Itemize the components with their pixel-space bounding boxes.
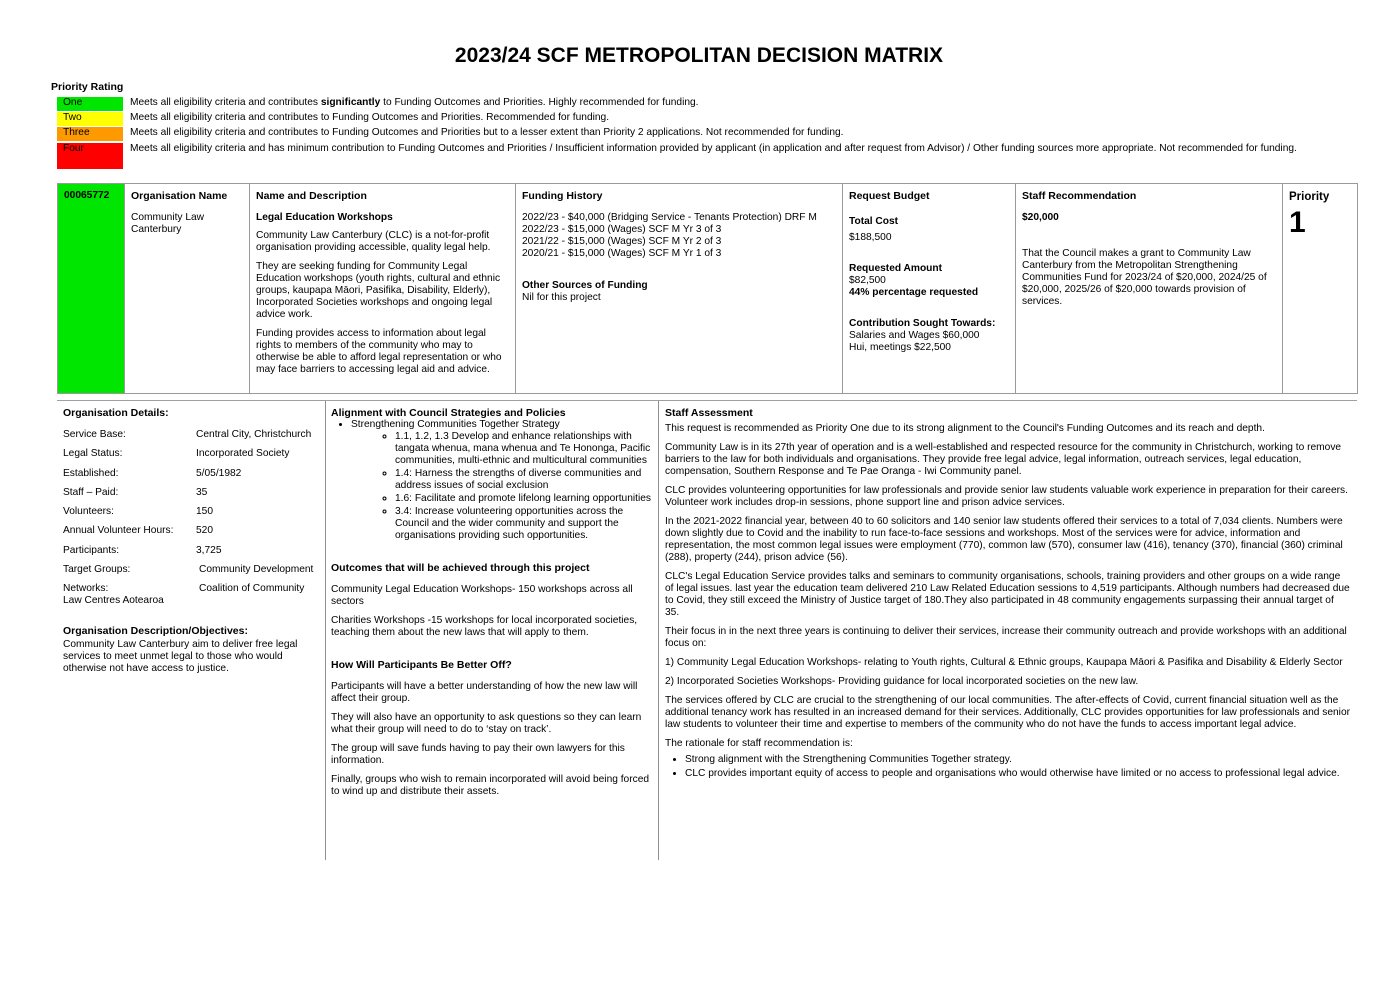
- funding-history-line: 2020/21 - $15,000 (Wages) SCF M Yr 1 of 3: [522, 248, 722, 259]
- priority-swatch-one: One: [57, 97, 123, 111]
- strategy-goal: ◦ 1.6: Facilitate and promote lifelong learning opportunities: [395, 493, 653, 505]
- strategy-item: • Strengthening Communities Together Strategy: [351, 419, 653, 431]
- requested-amount-value: $82,500: [849, 275, 886, 286]
- funding-history-line: 2021/22 - $15,000 (Wages) SCF M Yr 2 of 3: [522, 236, 722, 247]
- organisation-name-header: Organisation Name: [131, 190, 228, 202]
- funding-history-header: Funding History: [522, 190, 603, 202]
- decision-matrix-table: [57, 183, 1358, 394]
- rationale-item: • Strong alignment with the Strengthening Communities Together strategy.: [685, 754, 1350, 766]
- organisation-name-cell: [125, 184, 250, 394]
- name-description-cell: [250, 184, 516, 394]
- other-sources-header: Other Sources of Funding: [522, 280, 648, 291]
- assessment-paragraph: CLC provides volunteering opportunities for law professionals and provide senior law students valuable work experience in preparation for their careers. Volunteer work includes drop-in sessions, phone support line and prison advice services.: [665, 485, 1348, 508]
- name-description-header: Name and Description: [256, 190, 367, 202]
- assessment-paragraph: This request is recommended as Priority One due to its strong alignment to the Council's Funding Outcomes and its reach and depth.: [665, 423, 1265, 434]
- other-sources-value: Nil for this project: [522, 292, 601, 303]
- total-cost-value: $188,500: [849, 232, 892, 243]
- description-paragraph: They are seeking funding for Community Legal Education workshops (youth rights, cultural and ethnic groups, kaupapa Māori, Pasifika, Disability, Elderly), Incorporated Societies workshops and ongoing legal advice work.: [256, 261, 501, 320]
- project-title: Legal Education Workshops: [256, 212, 393, 223]
- better-off-item: Finally, groups who wish to remain incorporated will avoid being forced to wind up and distribute their assets.: [331, 774, 650, 797]
- priority-value: 1: [1289, 206, 1306, 239]
- outcome-item: Charities Workshops -15 workshops for local incorporated societies, teaching them about the new laws that will apply to them.: [331, 615, 638, 638]
- organisation-name: Community Law Canterbury: [131, 212, 205, 235]
- priority-swatch-two: Two: [57, 112, 123, 126]
- application-id: 00065772: [64, 190, 110, 201]
- description-paragraph: Funding provides access to information about legal rights to members of the community who may to otherwise be able to afford legal representation or who may face barriers to accessing legal aid and advice.: [256, 328, 502, 375]
- percentage-requested: 44% percentage requested: [849, 287, 979, 298]
- detail-row-legal-status: Legal Status: Incorporated Society: [63, 448, 290, 460]
- request-budget-cell: [843, 184, 1016, 394]
- page-title: 2023/24 SCF METROPOLITAN DECISION MATRIX: [454, 44, 944, 67]
- staff-assessment-header: Staff Assessment: [665, 407, 753, 419]
- recommendation-text: That the Council makes a grant to Community Law Canterbury from the Metropolitan Strengthening Communities Fund for 2023/24 of $20,000, 2024/25 of $20,000, 2025/26 of $20,000 towards provision of services.: [1022, 248, 1267, 307]
- alignment-section: [331, 407, 653, 805]
- priority-rating-label: Priority Rating: [51, 81, 124, 93]
- rationale-item: • CLC provides important equity of access to people and organisations who would otherwise have limited or no access to professional legal advice.: [685, 768, 1350, 780]
- assessment-paragraph: In the 2021-2022 financial year, between 40 to 60 solicitors and 140 senior law students offered their services to a total of 7,034 clients. Numbers were down slightly due to Covid and the inability to run face-to-face sessions and workshops. Most of the services were for advice, information and representation, the most common legal issues were employment (770), common law (570), consumer law (416), tenancy (370), financial (360) criminal (288), property (244), prison advice (56).: [665, 516, 1343, 563]
- strategy-goal: ◦ 1.4: Harness the strengths of diverse communities and address issues of social exclusion: [395, 468, 653, 492]
- detail-row-staff-paid: Staff – Paid: 35: [63, 486, 208, 498]
- priority-desc-one: Meets all eligibility criteria and contributes significantly to Funding Outcomes and Priorities. Highly recommended for funding.: [130, 97, 699, 108]
- outcome-item: Community Legal Education Workshops- 150 workshops across all sectors: [331, 584, 633, 607]
- priority-row-two: [57, 112, 1317, 126]
- priority-swatch-three: Three: [57, 127, 123, 141]
- funding-history-cell: [516, 184, 843, 394]
- detail-row-participants: Participants: 3,725: [63, 544, 222, 556]
- request-budget-header: Request Budget: [849, 190, 930, 202]
- priority-row-one: [57, 97, 1317, 111]
- priority-desc-two: Meets all eligibility criteria and contributes to Funding Outcomes and Priorities. Recommended for funding.: [130, 112, 610, 123]
- assessment-paragraph: 2) Incorporated Societies Workshops- Providing guidance for local incorporated societies on the new law.: [665, 676, 1139, 687]
- assessment-paragraph: Their focus in in the next three years is continuing to deliver their services, increase their community outreach and provide workshops with an additional focus on:: [665, 626, 1347, 649]
- detail-row-networks: Networks: Coalition of Community: [63, 583, 305, 595]
- contribution-line: Salaries and Wages $60,000: [849, 330, 980, 341]
- total-cost-label: Total Cost: [849, 216, 899, 227]
- contribution-label: Contribution Sought Towards:: [849, 318, 996, 329]
- organisation-description-header: Organisation Description/Objectives:: [63, 625, 248, 638]
- priority-desc-three: Meets all eligibility criteria and contributes to Funding Outcomes and Priorities but to a lesser extent than Priority 2 applications. Not recommended for funding.: [130, 127, 844, 138]
- funding-history-line: 2022/23 - $15,000 (Wages) SCF M Yr 3 of 3: [522, 224, 722, 235]
- priority-row-four: [57, 143, 1317, 169]
- detail-row-target-groups: Target Groups: Community Development: [63, 564, 314, 576]
- assessment-paragraph: The services offered by CLC are crucial to the strengthening of our local communities. The after-effects of Covid, current financial situation well as the additional tenancy work has resulted in an increased demand for their services. Additionally, CLC provides opportunities for law professionals and senior law students to volunteer their time and expertise to members of the community who do not have the funds to access important legal advice.: [665, 695, 1351, 730]
- networks-continued: Law Centres Aotearoa: [63, 595, 164, 607]
- better-off-item: The group will save funds having to pay their own lawyers for this information.: [331, 743, 625, 766]
- assessment-paragraph: 1) Community Legal Education Workshops- relating to Youth rights, Cultural & Ethnic groups, Kaupapa Māori & Pasifika and Disability & Elderly Sector: [665, 657, 1343, 668]
- detail-row-volunteers: Volunteers: 150: [63, 506, 213, 518]
- priority-swatch-four: Four: [57, 143, 123, 169]
- funding-history-line: 2022/23 - $40,000 (Bridging Service - Tenants Protection) DRF M: [522, 212, 817, 223]
- staff-recommendation-header: Staff Recommendation: [1022, 190, 1137, 202]
- better-off-item: Participants will have a better understanding of how the new law will affect their group.: [331, 681, 638, 704]
- detail-row-established: Established: 5/05/1982: [63, 467, 242, 479]
- priority-row-three: [57, 127, 1317, 141]
- organisation-details: [63, 407, 321, 675]
- assessment-paragraph: Community Law is in its 27th year of operation and is a well-established and respected resource for the community in Christchurch, working to remove barriers to the law for both individuals and organisations. They provide free legal advice, legal information, outreach services, legal education, compensation, Southern Response and Te Pae Oranga - Iwi Community panel.: [665, 442, 1342, 477]
- application-id-cell: [58, 184, 125, 394]
- staff-recommendation-cell: [1016, 184, 1283, 394]
- strategy-goal: ◦ 3.4: Increase volunteering opportunities across the Council and the wider community and support the organisations providing such opportunities.: [395, 506, 653, 542]
- assessment-paragraph: The rationale for staff recommendation is:: [665, 738, 853, 749]
- organisation-description: Community Law Canterbury aim to deliver free legal services to meet unmet legal to those who would otherwise not have access to justice.: [63, 639, 298, 675]
- better-off-header: How Will Participants Be Better Off?: [331, 659, 512, 671]
- description-paragraph: Community Law Canterbury (CLC) is a not-for-profit organisation providing accessible, quality legal help.: [256, 230, 491, 253]
- organisation-details-header: Organisation Details:: [63, 407, 169, 419]
- outcomes-header: Outcomes that will be achieved through this project: [331, 562, 590, 574]
- staff-assessment-section: [665, 407, 1350, 780]
- column-divider: [658, 401, 659, 860]
- detail-row-service-base: Service Base: Central City, Christchurch: [63, 429, 312, 440]
- priority-cell: [1283, 184, 1358, 394]
- strategy-goal: ◦ 1.1, 1.2, 1.3 Develop and enhance relationships with tangata whenua, mana whenua and Te Hononga, Pacific communities, multi-ethnic and multicultural communities: [395, 431, 653, 467]
- alignment-header: Alignment with Council Strategies and Policies: [331, 407, 566, 419]
- priority-header: Priority: [1289, 191, 1330, 203]
- column-divider: [325, 401, 326, 860]
- contribution-line: Hui, meetings $22,500: [849, 342, 951, 353]
- section-divider: [57, 400, 1357, 401]
- detail-row-volunteer-hours: Annual Volunteer Hours: 520: [63, 525, 213, 537]
- better-off-item: They will also have an opportunity to ask questions so they can learn what their group will need to do to ‘stay on track’.: [331, 712, 642, 735]
- priority-desc-four: Meets all eligibility criteria and has minimum contribution to Funding Outcomes and Priorities / Insufficient information provided by applicant (in application and after request from Advisor) / Other funding sources more appropriate. Not recommended for funding.: [130, 143, 1297, 154]
- assessment-paragraph: CLC's Legal Education Service provides talks and seminars to community organisations, schools, training providers and other groups on a wide range of legal issues. last year the education team delivered 210 Law Related Education sessions to 4,519 participants. Although numbers had decreased due to Covid, they still exceed the Ministry of Justice target of 180.They also participated in 48 community engagements surpassing their annual target of 35.: [665, 571, 1350, 618]
- requested-amount-label: Requested Amount: [849, 263, 943, 274]
- recommended-amount: $20,000: [1022, 212, 1059, 223]
